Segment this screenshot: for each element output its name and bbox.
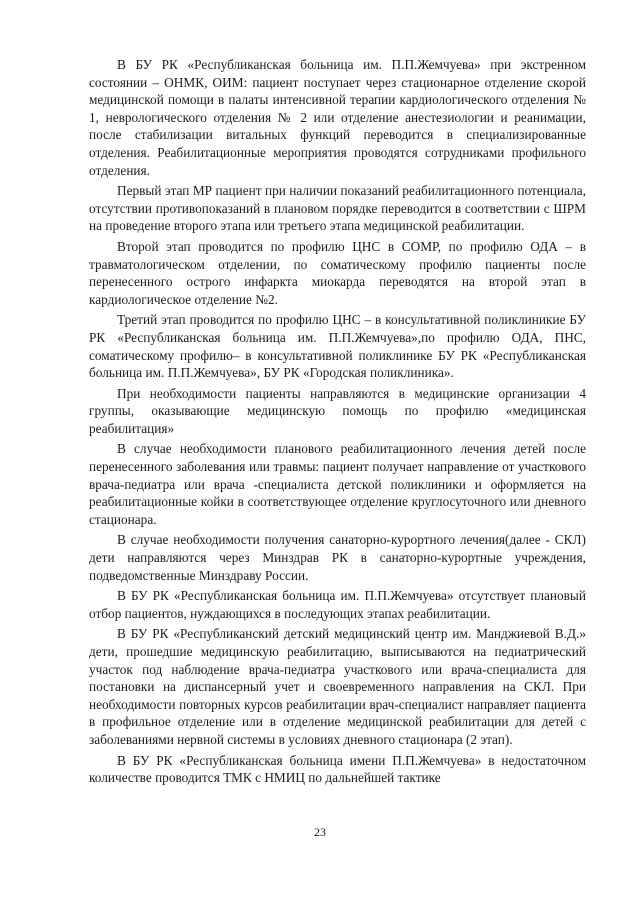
- paragraph-no-planned-selection: В БУ РК «Республиканская больница им. П.П.Жемчуева» отсутствует плановый отбор пациентов, нуждающихся в последующих этапах реабилитации.: [89, 588, 586, 621]
- paragraph-telemedicine: В БУ РК «Республиканская больница имени П.П.Жемчуева» в недостаточном количестве проводится ТМК с НМИЦ по дальнейшей тактике: [89, 752, 586, 786]
- paragraph-third-stage: Третий этап проводится по профилю ЦНС – в консультативной поликлиникие БУ РК «Республиканская больница им. П.П.Жемчуева»,по профилю ОДА, ПНС, соматическому профилю– в консультативной поликлинике БУ РК «Республиканская больница им. П.П.Жемчуева», БУ РК «Городская поликлиника».: [89, 312, 586, 381]
- paragraph-first-stage: Первый этап МР пациент при наличии показаний реабилитационного потенциала, отсутствии противопоказаний в плановом порядке переводится в соответствии с ШРМ на проведение второго этапа или третьего этапа медицинской реабилитации.: [89, 183, 586, 234]
- paragraph-emergency-admission: В БУ РК «Республиканская больница им. П.П.Жемчуева» при экстренном состоянии – ОНМК, ОИМ: пациент поступает через стационарное отделение скорой медицинской помощи в палаты интенсивной терапии кардиологического отделения № 1, неврологического отделения № 2 или отделение анестезиологии и реанимации, после стабилизации витальных функций переводится в специализированные отделения. Реабилитационные мероприятия проводятся сотрудниками профильного отделения.: [89, 57, 586, 178]
- paragraph-group-4-referral: При необходимости пациенты направляются в медицинские организации 4 группы, оказывающие медицинскую помощь по профилю «медицинская реабилитация»: [89, 385, 586, 436]
- paragraph-children-planned-rehab: В случае необходимости планового реабилитационного лечения детей после перенесенного заболевания или травмы: пациент получает направление от участкового врача-педиатра или врача -специалиста детской поликлиники и оформляется на реабилитационные койки в соответствующее отделение круглосуточного или дневного стационара.: [89, 441, 586, 527]
- page-number: 23: [314, 825, 326, 839]
- paragraph-children-center: В БУ РК «Республиканский детский медицинский центр им. Манджиевой В.Д.» дети, прошедшие медицинскую реабилитацию, выписываются на педиатрический участок под наблюдение врача-педиатра участкового или врача-специалиста для постановки на диспансерный учет и своевременного направления на СКЛ. При необходимости повторных курсов реабилитации врач-специалист направляет пациента в профильное отделение или в отделение медицинской реабилитации для детей с заболеваниями нервной системы в условиях дневного стационара (2 этап).: [89, 626, 586, 747]
- paragraph-children-spa-treatment: В случае необходимости получения санаторно-курортного лечения(далее - СКЛ) дети направляются через Минздрав РК в санаторно-курортные учреждения, подведомственные Минздраву России.: [89, 532, 586, 583]
- paragraph-second-stage: Второй этап проводится по профилю ЦНС в СОМР, по профилю ОДА – в травматологическом отделении, по соматическому профилю пациенты после перенесенного острого инфаркта миокарда переводятся на второй этап в кардиологическое отделение №2.: [89, 238, 586, 307]
